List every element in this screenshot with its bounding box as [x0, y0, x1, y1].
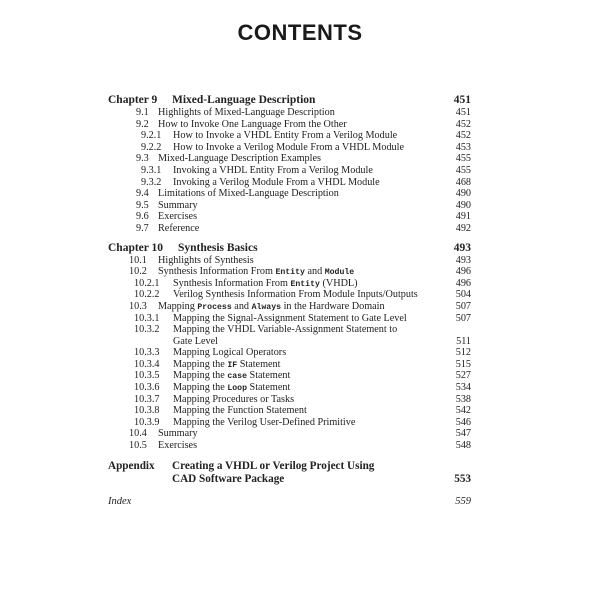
entry-number: 9.5 — [136, 199, 149, 211]
entry-text: Exercises — [158, 211, 198, 223]
section-gap — [108, 452, 471, 460]
entry-text-part: Mapping — [158, 300, 198, 312]
entry-text: Verilog Synthesis Information From Module Inputs/Outputs — [173, 289, 418, 301]
entry-text: How to Invoke a Verilog Module From a VHDL Module — [173, 141, 404, 153]
entry-page: 512 — [455, 347, 471, 359]
entry-number: 9.6 — [136, 211, 149, 223]
entry-text: Mixed-Language Description Examples — [158, 153, 321, 165]
chapter-title: Synthesis Basics — [178, 241, 258, 254]
toc-entry — [108, 417, 471, 429]
page-title: CONTENTS — [237, 20, 363, 45]
entry-number: 9.2.2 — [141, 141, 162, 153]
entry-number: 9.2 — [136, 118, 149, 130]
table-of-contents — [108, 93, 471, 508]
chapter-9-heading — [108, 93, 471, 107]
appendix-heading-continuation — [108, 473, 471, 486]
entry-number: 10.1 — [129, 254, 147, 266]
entry-number: 10.3.5 — [134, 370, 160, 382]
entry-text: Summary — [158, 428, 198, 440]
entry-page: 455 — [455, 164, 471, 176]
entry-number: 10.5 — [129, 440, 147, 452]
toc-entry — [108, 188, 471, 200]
entry-text: How to Invoke a VHDL Entity From a Verilog Module — [173, 130, 398, 142]
entry-page: 453 — [455, 141, 471, 153]
entry-text-part: Mapping the — [173, 370, 228, 382]
entry-text: How to Invoke One Language From the Other — [158, 118, 347, 130]
entry-page: 547 — [455, 428, 471, 440]
entry-page: 546 — [455, 416, 471, 428]
entry-text-part: and — [231, 300, 252, 312]
entry-text-part: Synthesis Information From — [158, 266, 276, 278]
entry-number: 10.2 — [129, 266, 147, 278]
toc-entry — [108, 130, 471, 142]
entry-number: 9.2.1 — [141, 130, 162, 142]
entry-page: 496 — [455, 266, 471, 278]
code-keyword: Process — [197, 302, 232, 312]
entry-text: Invoking a VHDL Entity From a Verilog Module — [173, 164, 373, 176]
toc-entry — [108, 107, 471, 119]
entry-text-part: and — [304, 266, 325, 278]
entry-page: 542 — [455, 405, 471, 417]
entry-text-part: in the Hardware Domain — [281, 300, 385, 312]
chapter-page: 493 — [453, 241, 471, 254]
entry-number: 9.4 — [136, 188, 149, 200]
entry-page: 493 — [455, 254, 471, 266]
entry-number: 10.3.6 — [134, 382, 160, 394]
entry-page: 452 — [455, 118, 471, 130]
code-keyword: case — [227, 372, 247, 382]
entry-page: 452 — [455, 130, 471, 142]
entry-text-part: (VHDL) — [319, 277, 358, 289]
appendix-title-line2: CAD Software Package — [172, 472, 285, 485]
appendix-page: 553 — [454, 472, 471, 485]
entry-number: 10.3.2 — [134, 324, 160, 336]
entry-page: 511 — [456, 335, 471, 347]
toc-entry — [108, 200, 471, 212]
code-keyword: Entity — [290, 279, 320, 289]
toc-entry — [108, 119, 471, 131]
entry-number: 10.3.4 — [134, 358, 160, 370]
entry-text-part: Statement — [237, 358, 281, 370]
toc-entry — [108, 324, 471, 336]
entry-page: 492 — [455, 222, 471, 234]
entry-text: Limitations of Mixed-Language Description — [158, 188, 339, 200]
entry-text: Mapping the Function Statement — [173, 405, 307, 417]
entry-number: 9.7 — [136, 222, 149, 234]
entry-number: 10.2.1 — [134, 277, 160, 289]
entry-text-part: Synthesis Information From — [173, 277, 291, 289]
toc-entry — [108, 440, 471, 452]
toc-entry — [108, 177, 471, 189]
code-keyword: Loop — [227, 384, 247, 394]
toc-entry — [108, 165, 471, 177]
chapter-10-heading — [108, 241, 471, 255]
entry-number: 10.3.3 — [134, 347, 160, 359]
chapter-title: Mixed-Language Description — [172, 94, 316, 106]
toc-entry — [108, 289, 471, 301]
entry-text: Gate Level — [173, 335, 218, 347]
index-label: Index — [108, 495, 132, 507]
index-entry — [108, 495, 471, 508]
entry-text: Exercises — [158, 440, 198, 452]
entry-text: Mapping the Signal-Assignment Statement to Gate Level — [173, 312, 407, 324]
toc-entry — [108, 359, 471, 371]
entry-page: 527 — [455, 370, 471, 382]
toc-entry — [108, 394, 471, 406]
entry-page: 504 — [455, 289, 471, 301]
code-keyword: Always — [251, 302, 282, 312]
toc-entry — [108, 278, 471, 290]
entry-number: 10.4 — [129, 428, 147, 440]
entry-page: 468 — [455, 176, 471, 188]
toc-entry — [108, 142, 471, 154]
index-page: 559 — [455, 495, 471, 507]
toc-entry — [108, 313, 471, 325]
appendix-label: Appendix — [108, 459, 155, 472]
entry-text: Summary — [158, 199, 198, 211]
entry-text-part: Statement — [246, 370, 291, 382]
toc-entry — [108, 223, 471, 235]
toc-entry — [108, 153, 471, 165]
chapter-page: 451 — [453, 94, 471, 106]
entry-page: 538 — [455, 393, 471, 405]
toc-entry — [108, 347, 471, 359]
entry-text: Highlights of Synthesis — [158, 254, 254, 266]
appendix-title-line1: Creating a VHDL or Verilog Project Using — [172, 459, 375, 472]
entry-page: 548 — [455, 440, 471, 452]
entry-text-part: Statement — [246, 382, 291, 394]
entry-page: 491 — [455, 211, 471, 223]
appendix-heading — [108, 460, 471, 473]
entry-text-part: Mapping the — [173, 358, 228, 370]
entry-page: 451 — [455, 107, 471, 118]
entry-text-part: Mapping the — [173, 382, 228, 394]
toc-entry — [108, 405, 471, 417]
entry-number: 9.3.1 — [141, 164, 162, 176]
entry-page: 507 — [455, 300, 471, 312]
code-keyword: Entity — [275, 268, 305, 278]
toc-entry — [108, 382, 471, 394]
entry-page: 490 — [455, 199, 471, 211]
entry-text: Reference — [158, 222, 200, 234]
entry-number: 10.3.9 — [134, 416, 160, 428]
entry-text: Mapping Procedures or Tasks — [173, 393, 295, 405]
entry-page: 455 — [455, 153, 471, 165]
entry-text: Highlights of Mixed-Language Description — [158, 107, 335, 118]
entry-page: 496 — [455, 277, 471, 289]
entry-page: 507 — [455, 312, 471, 324]
toc-entry — [108, 266, 471, 278]
toc-entry — [108, 370, 471, 382]
entry-number: 9.3 — [136, 153, 149, 165]
entry-text: Mapping the VHDL Variable-Assignment Statement to — [173, 324, 398, 336]
entry-page: 534 — [455, 382, 471, 394]
code-keyword: Module — [324, 268, 355, 278]
entry-number: 10.3.1 — [134, 312, 160, 324]
entry-text: Invoking a Verilog Module From a VHDL Module — [173, 176, 380, 188]
toc-entry — [108, 255, 471, 267]
entry-number: 10.2.2 — [134, 289, 160, 301]
toc-entry — [108, 211, 471, 223]
code-keyword: IF — [227, 360, 238, 370]
entry-text: Mapping the Verilog User-Defined Primitive — [173, 416, 356, 428]
chapter-number: Chapter 10 — [108, 241, 164, 254]
entry-number: 10.3.8 — [134, 405, 160, 417]
toc-entry — [108, 428, 471, 440]
entry-page: 490 — [455, 188, 471, 200]
entry-text: Mapping Logical Operators — [173, 347, 287, 359]
chapter-number: Chapter 9 — [108, 94, 158, 106]
entry-page: 515 — [455, 358, 471, 370]
toc-entry — [108, 301, 471, 313]
entry-number: 9.1 — [136, 107, 149, 118]
entry-number: 10.3 — [129, 300, 147, 312]
entry-number: 9.3.2 — [141, 176, 162, 188]
section-gap — [108, 486, 471, 495]
entry-number: 10.3.7 — [134, 393, 160, 405]
toc-entry-continuation — [108, 336, 471, 348]
